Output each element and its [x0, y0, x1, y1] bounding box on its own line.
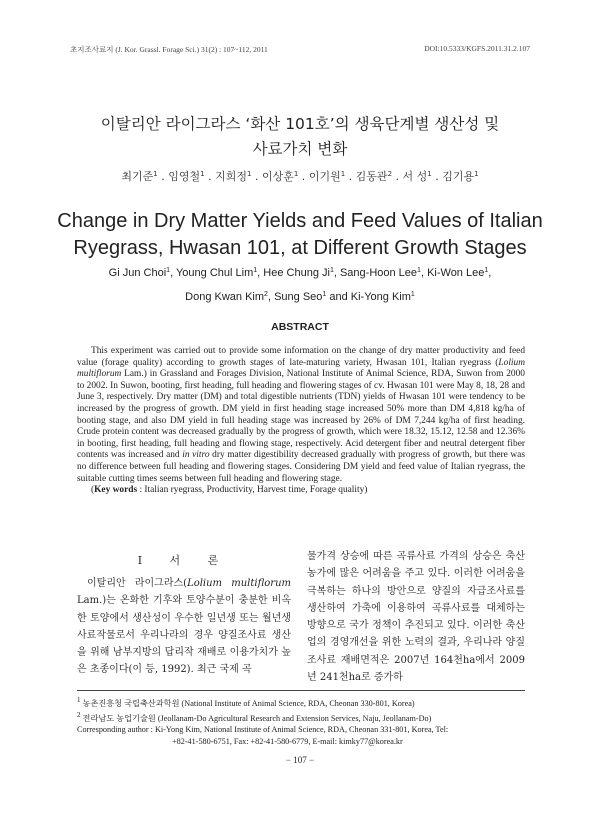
english-title-line1: Change in Dry Matter Yields and Feed Values of Italian	[57, 210, 543, 232]
author-affiliation: 1	[153, 170, 158, 178]
intro-paragraph-continued: 물가격 상승에 따른 곡류사료 가격의 상승은 축산농가에 많은 어려움을 주고 있다. 이러한 어려움을 극복하는 하나의 방안으로 양질의 자급조사료를 생산하여 가축에 이용하여 곡류사료를 대체하는 방향으로 국가 정책이 추진되고 있다. 이러한 축산업의 경영개선을 위한 노력의 결과, 우리나라 양질조사료 재배면적은 2007년 164천ha에서 2009년 241천ha로 증가하	[307, 551, 525, 684]
author-affiliation: 1	[200, 170, 205, 178]
key-words: (Key words : Italian ryegrass, Productivity, Harvest time, Forage quality)	[91, 485, 368, 496]
author-affiliation: 2	[387, 170, 393, 178]
author-name: 김동관	[355, 170, 388, 183]
journal-citation: 초지조사료지 (J. Kor. Grassl. Forage Sci.) 31(2) : 107~112, 2011	[70, 45, 268, 54]
species-name-intro: Lolium multiflorum	[187, 578, 291, 589]
korean-title-line2: 사료가치 변화	[252, 140, 348, 158]
author-affiliation: 1	[340, 170, 346, 178]
author-affiliation: 1	[253, 267, 258, 274]
korean-title-line1: 이탈리안 라이그라스 ‘화산 101호’의 생육단계별 생산성 및	[100, 115, 500, 133]
abstract	[77, 346, 525, 497]
author-name: Dong Kwan Kim	[185, 291, 265, 303]
footnote-rule	[77, 690, 525, 691]
author-affiliation: 1	[417, 267, 421, 274]
author-affiliation: 1	[427, 170, 432, 178]
author-name: 김기용	[442, 170, 475, 183]
author-affiliation: 2	[264, 291, 268, 298]
author-name: Ki-Won Lee	[427, 267, 485, 279]
author-name: Young Chul Lim	[175, 267, 254, 279]
abstract-text: This experiment was carried out to provide some information on the change of dry matter productivity and feed value (forage quality) according to growth stages of late-maturing variety, Hwasan 101, Italian ryegrass (Lolium multiflorum Lam.) in Grassland and Forages Division, National Institute of Animal Science, RDA, Suwon from 2000 to 2002. In Suwon, booting, first heading, full heading and flowering stages of cv. Hwasan 101 were May 8, 18, 28 and June 3, respectively. Dry matter (DM) and total digestible nutrients (TDN) yields of Hwasan 101 were tendency to be increased by the progress of growth. DM yield in first heading stage increased 50% more than DM 4,818 kg/ha of booting stage, and also DM yield in full heading stage was increased by 26% of DM 7,244 kg/ha of first heading. Crude protein content was decreased gradually by the progress of growth, which were 18.32, 15.12, 12.58 and 12.36% in booting, first heading, full heading and flowing stage, respectively. Acid detergent fiber and neutral detergent fiber contents was increased and in vitro dry matter digestibility decreased gradually with progress of growth, but there was no difference between full heading and flowering stages. Considering DM yield and feed value of Italian ryegrass, the suitable cutting times seems between full heading and flowering stage.	[77, 346, 525, 484]
author-name: 지희정	[215, 170, 247, 183]
english-title	[50, 208, 550, 262]
author-name: Sang-Hoon Lee	[339, 267, 418, 279]
author-name: Gi Jun Choi	[108, 267, 167, 279]
author-affiliation: 1	[329, 267, 334, 274]
author-affiliation: 1	[166, 267, 171, 274]
author-affiliation: 1	[246, 170, 252, 178]
abstract-heading: ABSTRACT	[271, 321, 329, 333]
author-name: Sung Seo	[274, 291, 323, 303]
intro-paragraph: 이탈리안 라이그라스(Lolium multiflorum Lam.)는 온화한 기후와 토양수분이 충분한 비옥한 토양에서 생산성이 우수한 일년생 또는 월년생 사료작물로서 우리나라의 경우 양질조사료 생산을 위해 남부지방의 답리작 재배로 이용가치가 높은 초종이다(이 등, 1992). 최근 국제 곡	[77, 578, 291, 676]
korean-title	[60, 112, 540, 162]
section-heading-introduction: Ⅰ 서 론	[137, 554, 231, 567]
footnote-1: $^1$ 농촌진흥청 국립축산과학원 (National Institute of Animal Science, RDA, Cheonan 330-801, Korea)	[77, 696, 415, 708]
author-name: 임영철	[168, 170, 201, 183]
intro-left-column	[77, 575, 291, 679]
author-affiliation: 1	[484, 267, 489, 274]
english-title-line2: Ryegrass, Hwasan 101, at Different Growth Stages	[73, 237, 527, 259]
author-name: 이기원	[308, 170, 341, 183]
author-name: 최기준	[121, 170, 154, 183]
page-number: − 107 −	[285, 755, 315, 765]
author-affiliation: 1	[293, 170, 299, 178]
author-name: 이상훈	[261, 170, 294, 183]
key-words-label: Key words	[94, 485, 138, 496]
footnotes	[77, 695, 537, 747]
doi: DOI:10.5333/KGFS.2011.31.2.107	[424, 44, 530, 53]
korean-authors: 최기준$^1$ . 임영철$^1$ . 지희정$^1$ . 이상훈$^1$ . 이기원$^1$ . 김동관$^2$ . 서 성$^1$ . 김기용$^1$	[121, 170, 479, 183]
species-name: Lolium multiflorum	[77, 357, 525, 380]
author-name: Hee Chung Ji	[263, 267, 330, 279]
author-name: 서 성	[402, 170, 428, 183]
author-name: Ki-Yong Kim	[350, 291, 411, 303]
intro-right-column	[307, 548, 525, 686]
in-vitro-term: in vitro	[182, 450, 210, 461]
author-affiliation: 1	[322, 291, 327, 298]
author-affiliation: 1	[474, 170, 479, 178]
corresponding-contact: +82-41-580-6751, Fax: +82-41-580-6779, E-mail: kimky77@korea.kr	[172, 736, 403, 746]
english-authors: Gi Jun Choi$^1$, Young Chul Lim$^1$, Hee Chung Ji$^1$, Sang-Hoon Lee$^1$, Ki-Won Lee$^1$, Dong Kwan Kim$^2$, Sung Seo$^1$ and Ki-Yong Kim$^1$	[108, 267, 492, 303]
footnote-2: $^2$ 전라남도 농업기술원 (Jeollanam-Do Agricultural Research and Extension Services, Naju, Jeollanam-Do)	[77, 710, 432, 723]
author-affiliation: 1	[410, 291, 415, 298]
corresponding-author: Corresponding author : Ki-Yong Kim, National Institute of Animal Science, RDA, Cheonan 331-801, Korea, Tel:	[77, 725, 449, 735]
